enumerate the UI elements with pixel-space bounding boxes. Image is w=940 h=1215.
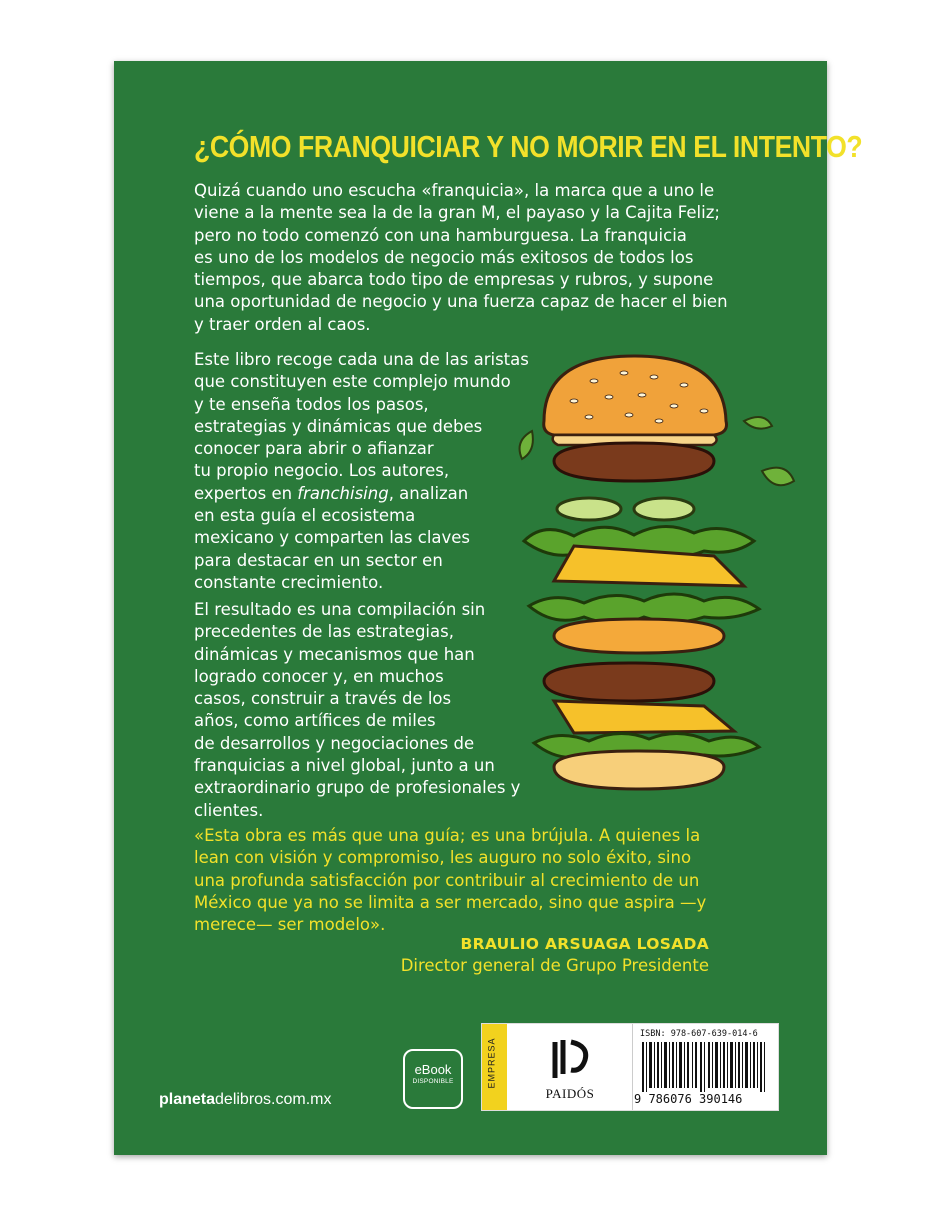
paragraph-line: El resultado es una compilación sin [194,600,486,619]
quote-line: merece— ser modelo». [194,915,386,935]
paragraph-line: años, como artífices de miles [194,711,436,731]
ebook-available-badge [403,1049,463,1109]
paragraph-line: estrategias y dinámicas que debes [194,416,483,436]
burger-illustration [514,351,804,791]
paragraph-line: dinámicas y mecanismos que han [194,644,475,664]
website-domain-part: .com.mx [271,1091,332,1108]
website-bold-part: planeta [159,1091,216,1108]
category-strip [482,1024,507,1110]
quote-line: México que ya no se limita a ser mercado, sino que aspira —y [194,892,707,912]
isbn-barcode [632,1024,778,1110]
book-back-cover [114,61,863,1155]
experts-prefix: expertos en [194,483,298,503]
paragraph-line: clientes. [194,800,264,820]
isbn-text: ISBN: 978-607-639-014-6 [640,1029,758,1039]
paragraph-line: pero no todo comenzó con una hamburguesa. La franquicia [194,225,687,245]
cover-title: ¿CÓMO FRANQUICIAR Y NO MORIR EN EL INTENTO? [194,129,863,164]
paragraph-line: viene a la mente sea la de la gran M, el payaso y la Cajita Feliz; [194,203,720,223]
result-paragraph [194,599,520,822]
ebook-label: eBook [414,1062,452,1077]
paragraph-line [194,483,529,505]
paragraph-line: y traer orden al caos. [194,314,371,334]
paragraph-line: conocer para abrir o afianzar [194,439,434,459]
publisher-website[interactable] [159,1091,332,1109]
paragraph-line: tiempos, que abarca todo tipo de empresas y rubros, y supone [194,270,714,290]
paragraph-line: que constituyen este complejo mundo [194,372,511,392]
quote-author-role: Director general de Grupo Presidente [400,956,709,975]
intro-paragraph [194,180,728,336]
website-mid-part: delibros [215,1091,272,1108]
paragraph-line: y te enseña todos los pasos, [194,394,429,414]
paragraph-line: precedentes de las estrategias, [194,622,454,642]
paragraph-line: Este libro recoge cada una de las aristas [194,350,529,369]
paragraph-line: una oportunidad de negocio y una fuerza capaz de hacer el bien [194,292,728,312]
paragraph-line: tu propio negocio. Los autores, [194,461,450,481]
quote-author-name: BRAULIO ARSUAGA LOSADA [460,935,709,953]
paragraph-line: logrado conocer y, en muchos [194,666,444,686]
paragraph-line: casos, construir a través de los [194,689,452,709]
paragraph-line: constante crecimiento. [194,572,384,592]
barcode-number: 9 786076 390146 [634,1092,743,1106]
quote-line: lean con visión y compromiso, les auguro no solo éxito, sino [194,848,692,868]
quote-attribution [401,933,709,977]
publisher-barcode-panel [481,1023,779,1111]
publisher-name: PAIDÓS [545,1086,595,1101]
quote-line: «Esta obra es más que una guía; es una brújula. A quienes la [194,826,701,845]
endorsement-quote [194,825,706,936]
paragraph-line: en esta guía el ecosistema [194,506,416,526]
book-description-paragraph [194,349,529,594]
paragraph-line: mexicano y comparten las claves [194,528,471,548]
paragraph-line: franquicias a nivel global, junto a un [194,756,495,776]
paragraph-line: Quizá cuando uno escucha «franquicia», la marca que a uno le [194,181,715,200]
paidos-logo [508,1024,633,1110]
paidos-logo-icon [545,1034,595,1084]
category-label: EMPRESA [486,1037,497,1089]
paragraph-line: extraordinario grupo de profesionales y [194,778,521,798]
franchising-term: franchising [297,483,389,503]
paragraph-line: para destacar en un sector en [194,550,443,570]
quote-line: una profunda satisfacción por contribuir al crecimiento de un [194,870,700,890]
paragraph-line: de desarrollos y negociaciones de [194,733,475,753]
experts-suffix: , analizan [388,483,469,503]
paragraph-line: es uno de los modelos de negocio más exitosos de todos los [194,247,694,267]
ebook-sublabel: DISPONIBLE [412,1078,454,1085]
